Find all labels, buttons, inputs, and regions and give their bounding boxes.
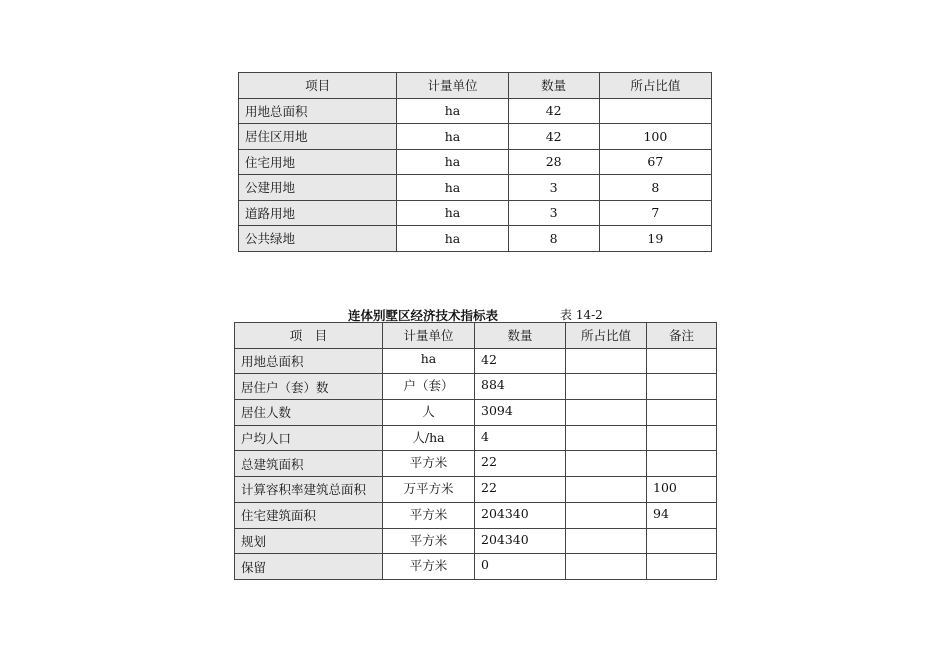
- ratio-cell: [566, 348, 647, 374]
- unit-cell: 平方米: [383, 451, 475, 477]
- table-row: [235, 425, 717, 451]
- ratio-cell: 8: [599, 175, 711, 201]
- item-name: 用地总面积: [235, 348, 383, 374]
- table-row: [235, 451, 717, 477]
- table2-caption: 连体别墅区经济技术指标表: [348, 308, 499, 323]
- table-header-row: [235, 323, 717, 349]
- unit-cell: 平方米: [383, 528, 475, 554]
- remark-cell: [647, 425, 717, 451]
- remark-cell: [647, 400, 717, 426]
- unit-cell: 平方米: [383, 502, 475, 528]
- ratio-cell: [566, 451, 647, 477]
- item-name: 居住人数: [235, 400, 383, 426]
- item-name: 用地总面积: [239, 98, 397, 124]
- unit-cell: ha: [397, 226, 508, 252]
- table-row: [239, 226, 712, 252]
- unit-cell: ha: [397, 98, 508, 124]
- ratio-cell: 67: [599, 149, 711, 175]
- table-row: [235, 502, 717, 528]
- remark-cell: [647, 348, 717, 374]
- header-cell: 项目: [239, 73, 397, 99]
- quantity-cell: 3: [508, 175, 599, 201]
- table-row: [235, 528, 717, 554]
- header-cell: 数量: [508, 73, 599, 99]
- ratio-cell: 100: [599, 124, 711, 150]
- ratio-cell: [599, 98, 711, 124]
- header-cell: 数量: [475, 323, 566, 349]
- header-cell: 计量单位: [397, 73, 508, 99]
- header-cell: 所占比值: [566, 323, 647, 349]
- table-row: [239, 98, 712, 124]
- unit-cell: ha: [397, 175, 508, 201]
- item-name: 计算容积率建筑总面积: [235, 477, 383, 503]
- table-row: [239, 149, 712, 175]
- item-name: 公共绿地: [239, 226, 397, 252]
- item-name: 住宅用地: [239, 149, 397, 175]
- item-name: 住宅建筑面积: [235, 502, 383, 528]
- table-row: [235, 374, 717, 400]
- table-row: [239, 200, 712, 226]
- table-row: [235, 554, 717, 580]
- ratio-cell: [566, 554, 647, 580]
- item-name: 户均人口: [235, 425, 383, 451]
- unit-cell: ha: [397, 124, 508, 150]
- quantity-cell: 0: [475, 554, 566, 580]
- quantity-cell: 42: [475, 348, 566, 374]
- ratio-cell: 7: [599, 200, 711, 226]
- remark-cell: [647, 528, 717, 554]
- ratio-cell: [566, 502, 647, 528]
- header-cell: 项 目: [235, 323, 383, 349]
- unit-cell: ha: [397, 200, 508, 226]
- villa-indicator-table: [234, 322, 717, 580]
- remark-cell: 100: [647, 477, 717, 503]
- table-row: [235, 348, 717, 374]
- quantity-cell: 3094: [475, 400, 566, 426]
- table-row: [235, 400, 717, 426]
- item-name: 保留: [235, 554, 383, 580]
- table-header-row: [239, 73, 712, 99]
- item-name: 道路用地: [239, 200, 397, 226]
- unit-cell: 人/ha: [383, 425, 475, 451]
- unit-cell: ha: [383, 348, 475, 374]
- ratio-cell: [566, 374, 647, 400]
- ratio-cell: [566, 400, 647, 426]
- land-use-table: [238, 72, 712, 252]
- item-name: 居住区用地: [239, 124, 397, 150]
- unit-cell: ha: [397, 149, 508, 175]
- header-cell: 备注: [647, 323, 717, 349]
- item-name: 总建筑面积: [235, 451, 383, 477]
- unit-cell: 平方米: [383, 554, 475, 580]
- unit-cell: 户（套）: [383, 374, 475, 400]
- table-row: [239, 175, 712, 201]
- ratio-cell: 19: [599, 226, 711, 252]
- ratio-cell: [566, 425, 647, 451]
- ratio-cell: [566, 477, 647, 503]
- table2-number: 表 14-2: [560, 308, 603, 322]
- quantity-cell: 42: [508, 124, 599, 150]
- quantity-cell: 22: [475, 477, 566, 503]
- table-row: [235, 477, 717, 503]
- item-name: 规划: [235, 528, 383, 554]
- quantity-cell: 8: [508, 226, 599, 252]
- quantity-cell: 22: [475, 451, 566, 477]
- header-cell: 计量单位: [383, 323, 475, 349]
- quantity-cell: 28: [508, 149, 599, 175]
- table-row: [239, 124, 712, 150]
- remark-cell: [647, 554, 717, 580]
- quantity-cell: 3: [508, 200, 599, 226]
- remark-cell: [647, 451, 717, 477]
- quantity-cell: 204340: [475, 502, 566, 528]
- quantity-cell: 42: [508, 98, 599, 124]
- unit-cell: 万平方米: [383, 477, 475, 503]
- item-name: 居住户（套）数: [235, 374, 383, 400]
- quantity-cell: 204340: [475, 528, 566, 554]
- header-cell: 所占比值: [599, 73, 711, 99]
- quantity-cell: 4: [475, 425, 566, 451]
- unit-cell: 人: [383, 400, 475, 426]
- item-name: 公建用地: [239, 175, 397, 201]
- remark-cell: [647, 374, 717, 400]
- remark-cell: 94: [647, 502, 717, 528]
- quantity-cell: 884: [475, 374, 566, 400]
- ratio-cell: [566, 528, 647, 554]
